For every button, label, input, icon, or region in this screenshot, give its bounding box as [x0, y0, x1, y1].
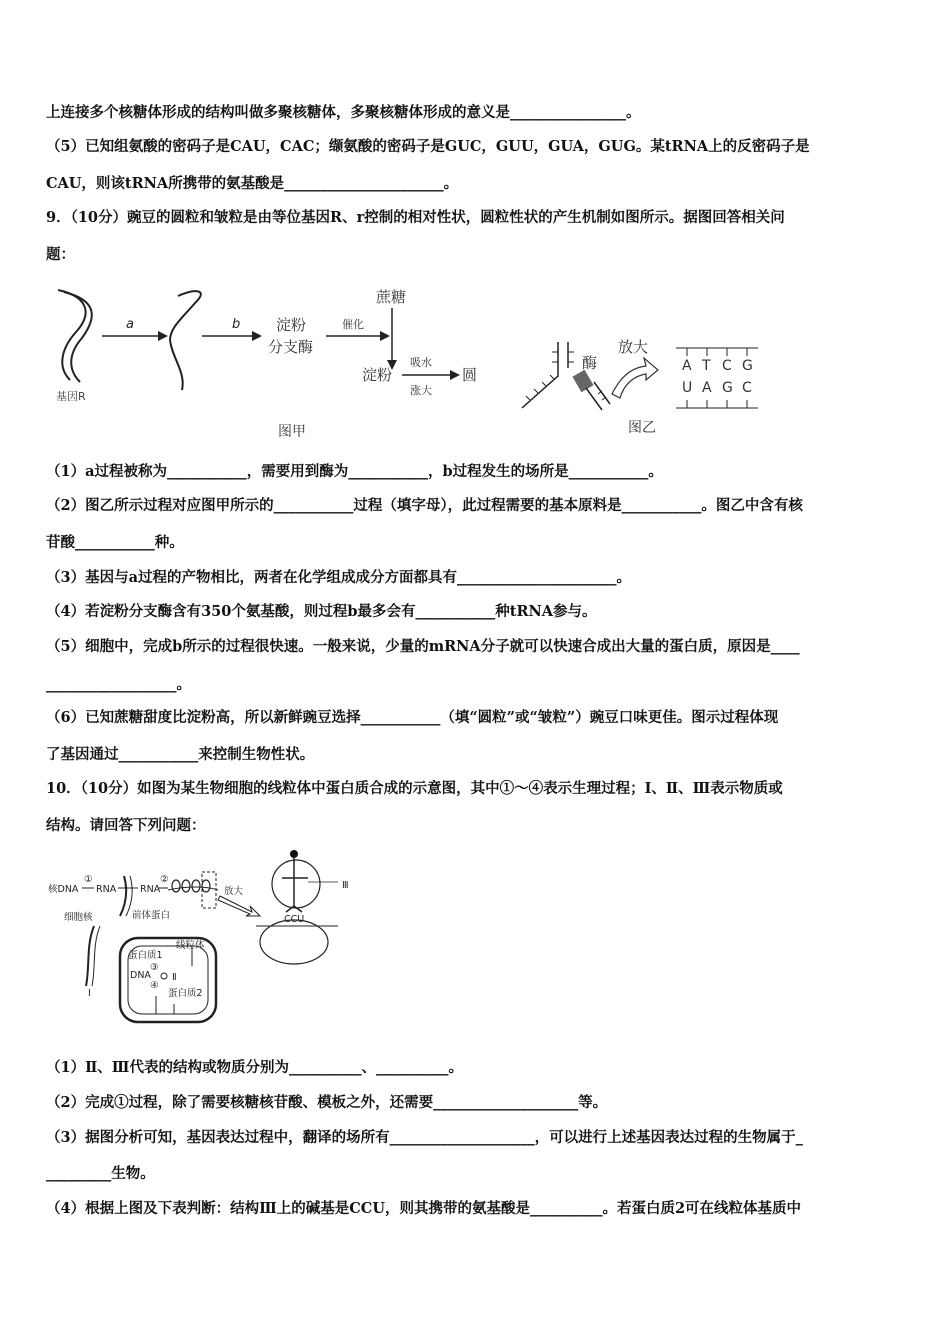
gene-label: 基因R	[56, 390, 86, 403]
q9-part-2: （2）图乙所示过程对应图甲所示的___________过程（填字母），此过程需要的基本原料是___________。图乙中含有核	[46, 497, 803, 514]
enlarge-arrow-2	[218, 896, 260, 916]
arrow-b-label: b	[232, 317, 241, 332]
seq-bottom-1: U	[682, 380, 693, 396]
q9-part-1: （1）a过程被称为___________，需要用到酶为___________，b过程发生的场所是___________。	[46, 463, 663, 480]
question-10-title-cont: 结构。请回答下列问题：	[46, 817, 206, 834]
rna-1-label: RNA	[96, 884, 117, 895]
q9-part-6: （6）已知蔗糖甜度比淀粉高，所以新鲜豌豆选择___________（填“圆粒”或“皱粒”）豌豆口味更佳。图示过程体现	[46, 709, 779, 726]
caption-a: 图甲	[278, 424, 306, 440]
nucleus-label: 细胞核	[64, 912, 93, 923]
text-line-3: CAU，则该tRNA所携带的氨基酸是______________________。	[46, 175, 459, 192]
figure-2	[46, 846, 366, 1036]
seq-top-2: T	[702, 358, 711, 374]
q9-part-5-cont: __________________。	[46, 676, 191, 693]
amino-acid-dot	[290, 850, 298, 858]
q9-part-6-cont: 了基因通过___________来控制生物性状。	[46, 746, 315, 763]
step-4-label: ④	[150, 980, 159, 991]
label-3: Ⅲ	[342, 880, 349, 891]
question-9-title: 9．（10分）豌豆的圆粒和皱粒是由等位基因R、r控制的相对性状，圆粒性状的产生机制如图所示。据图回答相关问	[46, 209, 785, 226]
enzyme-line-1: 淀粉	[276, 316, 307, 334]
structure-2-circle	[161, 973, 167, 979]
precursor-label: 前体蛋白	[132, 910, 171, 921]
q10-part-3-cont: _________生物。	[46, 1165, 155, 1182]
enlarge-arrow	[612, 358, 658, 398]
q9-part-5: （5）细胞中，完成b所示的过程很快速。一般来说，少量的mRNA分子就可以快速合成出大量的蛋白质，原因是____	[46, 638, 800, 655]
enlarge-label: 放大	[618, 338, 649, 356]
step-2-label: ②	[160, 874, 169, 885]
ribosome-small-subunit	[260, 920, 328, 964]
arrow-a-label: a	[126, 317, 134, 332]
rna-2-label: RNA	[140, 884, 161, 895]
seq-top-3: C	[722, 358, 732, 374]
seq-bottom-4: C	[742, 380, 752, 396]
round-label: 圆	[462, 366, 478, 384]
protein-1-label: 蛋白质1	[128, 950, 163, 961]
nuclear-membrane	[120, 876, 126, 916]
text-line-2: （5）已知组氨酸的密码子是CAU，CAC；缬氨酸的密码子是GUC，GUU，GUA，GUG。某tRNA上的反密码子是	[46, 138, 810, 155]
ribosomes	[172, 880, 210, 892]
step-3-label: ③	[150, 962, 159, 973]
seq-bottom-2: A	[702, 380, 712, 396]
enzyme-shape	[572, 370, 593, 393]
q10-part-3: （3）据图分析可知，基因表达过程中，翻译的场所有____________________，可以进行上述基因表达过程的生物属于_	[46, 1129, 803, 1146]
seq-top-1: A	[682, 358, 692, 374]
q10-part-1: （1）Ⅱ、Ⅲ代表的结构或物质分别为__________、__________。	[46, 1059, 463, 1076]
ccu-label: CCU	[284, 914, 305, 925]
enzyme-label: 酶	[582, 354, 598, 372]
question-9-title-cont: 题：	[46, 246, 75, 263]
gene-r-strand-2	[64, 292, 92, 382]
sequence-top	[682, 358, 753, 374]
label-1: Ⅰ	[88, 988, 91, 999]
trna-shape	[282, 858, 308, 912]
catalyze-label: 催化	[342, 318, 364, 331]
q9-part-2-cont: 苷酸___________种。	[46, 534, 184, 551]
mrna-strand	[170, 291, 201, 390]
label-2: Ⅱ	[172, 972, 177, 983]
q10-part-4: （4）根据上图及下表判断：结构Ⅲ上的碱基是CCU，则其携带的氨基酸是__________。若蛋白质2可在线粒体基质中	[46, 1200, 802, 1217]
q9-part-3: （3）基因与a过程的产物相比，两者在化学组成成分方面都具有______________________。	[46, 569, 631, 586]
swell-label: 涨大	[410, 384, 432, 397]
step-1-label: ①	[84, 874, 93, 885]
starch-label: 淀粉	[362, 366, 393, 384]
nuclear-dna-label: 核DNA	[48, 884, 79, 895]
q9-part-4: （4）若淀粉分支酶含有350个氨基酸，则过程b最多会有___________种tRNA参与。	[46, 603, 597, 620]
mito-label: 线粒体	[176, 940, 205, 951]
sequence-bottom	[682, 380, 752, 396]
ribosome-large-subunit	[272, 860, 320, 908]
sucrose-label: 蔗糖	[376, 288, 407, 306]
seq-bottom-3: G	[722, 380, 733, 396]
question-10-title: 10．（10分）如图为某生物细胞的线粒体中蛋白质合成的示意图，其中①～④表示生理过程；Ⅰ、Ⅱ、Ⅲ表示物质或	[46, 780, 783, 797]
figure-1	[46, 282, 806, 442]
text-line-1: 上连接多个核糖体形成的结构叫做多聚核糖体，多聚核糖体形成的意义是________________。	[46, 104, 641, 121]
enlarge-label-2: 放大	[224, 886, 244, 897]
absorb-label: 吸水	[410, 356, 432, 369]
caption-b: 图乙	[628, 420, 656, 436]
seq-top-4: G	[742, 358, 753, 374]
dna-label: DNA	[130, 970, 151, 981]
q10-part-2: （2）完成①过程，除了需要核糖核苷酸、模板之外，还需要____________________等。	[46, 1094, 608, 1111]
protein-2-label: 蛋白质2	[168, 988, 203, 999]
enzyme-line-2: 分支酶	[268, 338, 314, 356]
